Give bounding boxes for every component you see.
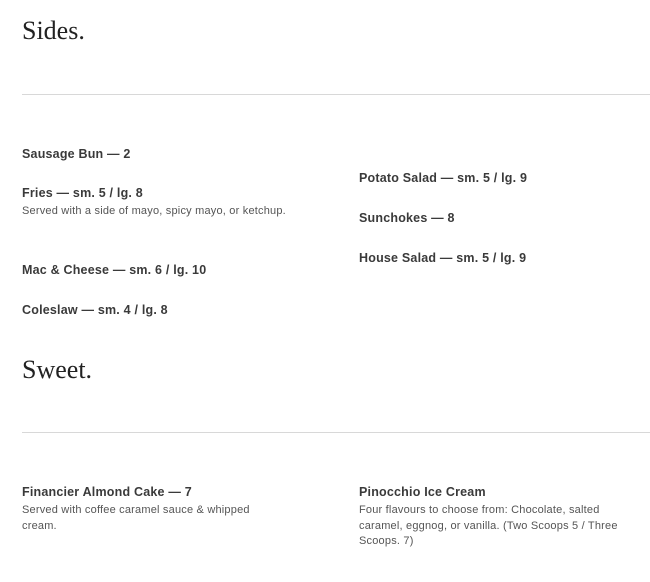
item-description: Served with a side of mayo, spicy mayo, or ketchup. (22, 205, 286, 217)
item-description: Served with coffee caramel sauce & whipped cream. (22, 504, 250, 532)
item-name: Pinocchio Ice Cream (359, 485, 486, 499)
menu-item (22, 262, 312, 278)
menu-item (359, 250, 649, 266)
item-description: Four flavours to choose from: Chocolate, salted caramel, eggnog, or vanilla. (Two Scoops 5 / Three Scoops. 7) (359, 504, 618, 547)
menu-item (359, 210, 649, 226)
item-name: Coleslaw — sm. 4 / lg. 8 (22, 303, 168, 317)
menu-item (359, 484, 624, 550)
item-name: House Salad — sm. 5 / lg. 9 (359, 251, 527, 265)
section-title-sides: Sides. (22, 16, 85, 45)
menu-item (22, 146, 312, 162)
menu-item (22, 302, 312, 318)
item-name: Fries — sm. 5 / lg. 8 (22, 186, 143, 200)
menu-item (359, 170, 649, 186)
item-name: Financier Almond Cake — 7 (22, 485, 192, 499)
divider (22, 432, 650, 433)
section-title-sweet: Sweet. (22, 355, 93, 384)
item-name: Potato Salad — sm. 5 / lg. 9 (359, 171, 528, 185)
divider (22, 94, 650, 95)
item-name: Sausage Bun — 2 (22, 147, 131, 161)
menu-item (22, 484, 262, 534)
item-name: Sunchokes — 8 (359, 211, 455, 225)
menu-item (22, 185, 302, 220)
item-name: Mac & Cheese — sm. 6 / lg. 10 (22, 263, 207, 277)
